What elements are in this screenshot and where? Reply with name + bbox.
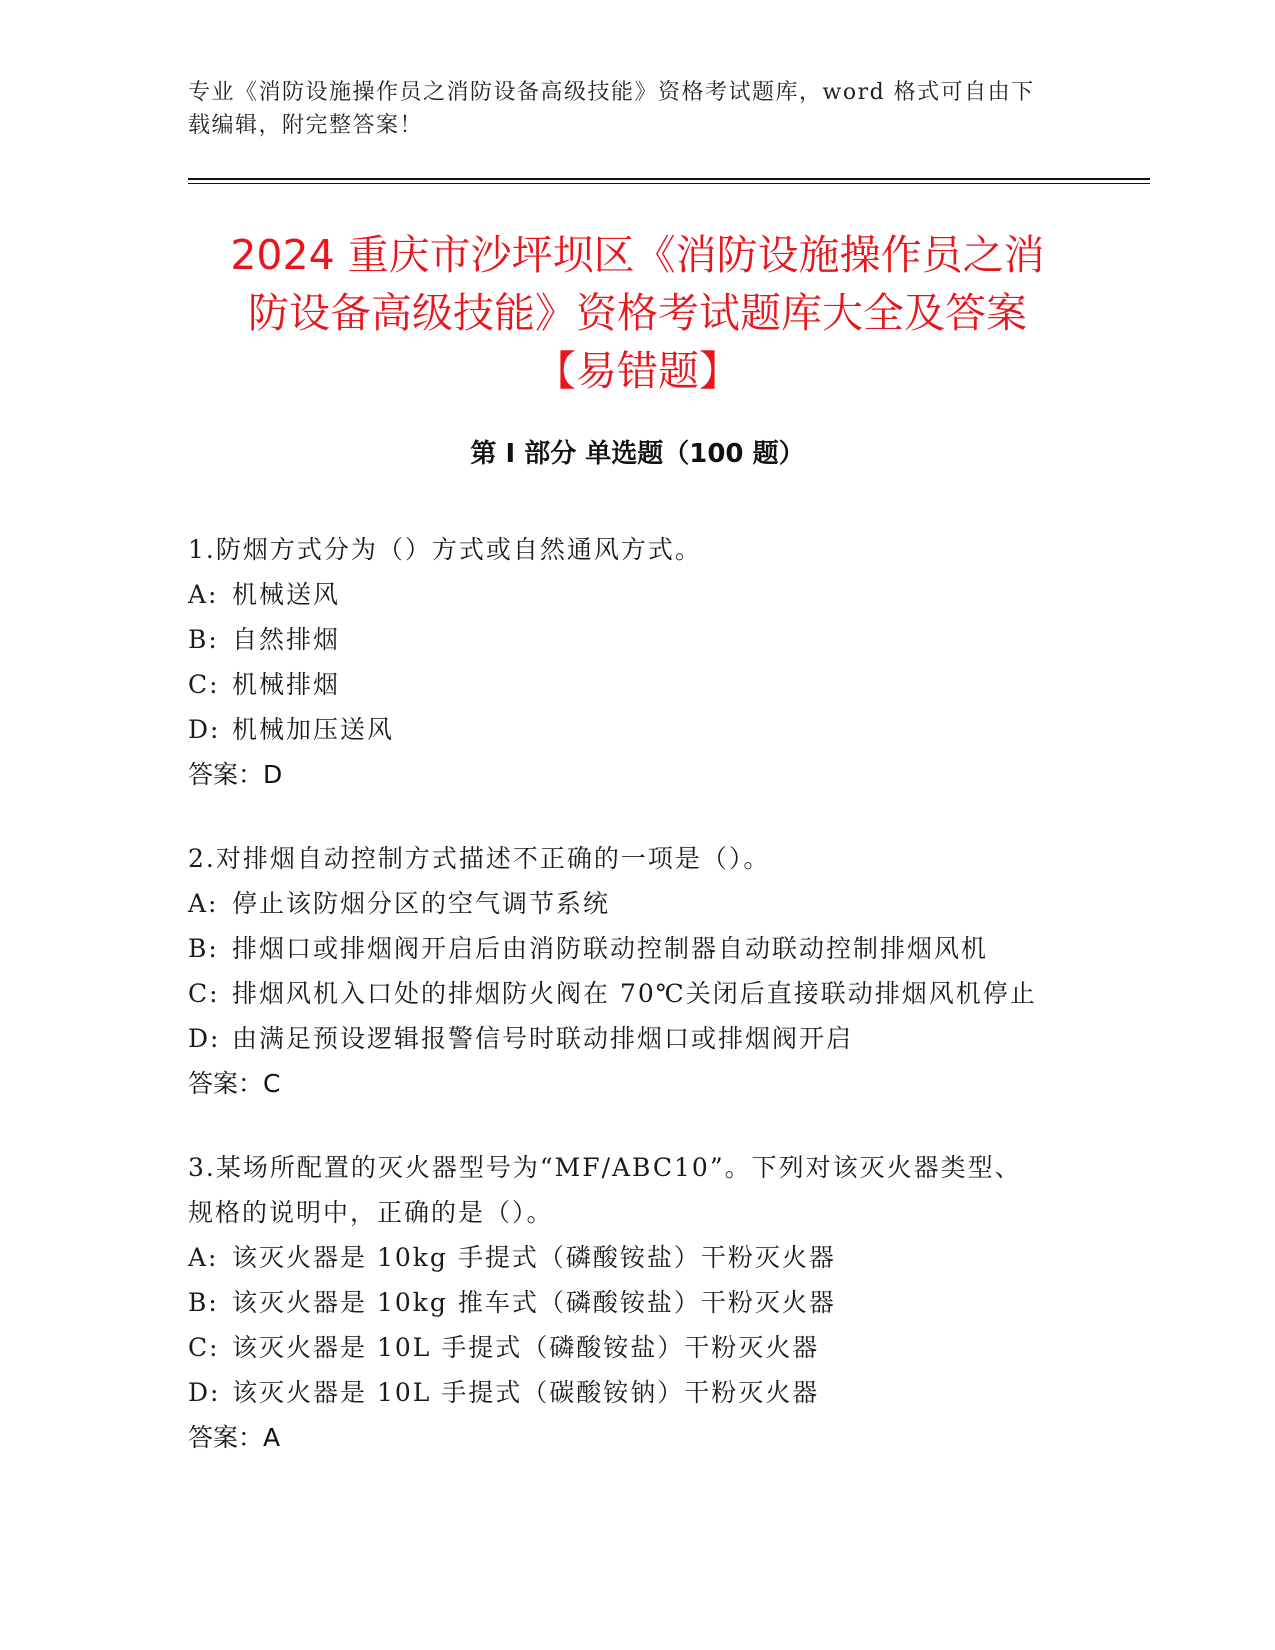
option-key: C: bbox=[188, 1333, 220, 1362]
option-key: D: bbox=[188, 715, 221, 744]
question-list bbox=[188, 527, 1088, 1499]
option-d bbox=[188, 1370, 1088, 1415]
option-key: D: bbox=[188, 1024, 221, 1053]
option-key: C: bbox=[188, 670, 220, 699]
header-rule-thick bbox=[188, 178, 1150, 180]
option-text: 该灭火器是 10L 手提式（磷酸铵盐）干粉灭火器 bbox=[232, 1333, 820, 1362]
header-note bbox=[188, 76, 1088, 142]
option-d bbox=[188, 1016, 1088, 1061]
option-key: B: bbox=[188, 934, 219, 963]
question-1 bbox=[188, 527, 1088, 797]
option-key: A: bbox=[188, 1243, 219, 1272]
header-note-line-1: 专业《消防设施操作员之消防设备高级技能》资格考试题库，word 格式可自由下 bbox=[188, 80, 1035, 105]
option-a bbox=[188, 1235, 1088, 1280]
option-text: 排烟风机入口处的排烟防火阀在 70℃关闭后直接联动排烟风机停止 bbox=[232, 979, 1037, 1008]
option-b bbox=[188, 617, 1088, 662]
document-title-line-1: 2024 重庆市沙坪坝区《消防设施操作员之消 bbox=[230, 231, 1045, 279]
header-rule-thin bbox=[188, 183, 1150, 184]
document-title-line-3: 【易错题】 bbox=[535, 347, 740, 395]
header-note-line-2: 载编辑，附完整答案！ bbox=[188, 113, 424, 138]
option-text: 该灭火器是 10kg 手提式（磷酸铵盐）干粉灭火器 bbox=[232, 1243, 836, 1272]
option-b bbox=[188, 1280, 1088, 1325]
option-text: 机械排烟 bbox=[232, 670, 341, 699]
option-key: D: bbox=[188, 1378, 221, 1407]
document-title bbox=[160, 226, 1115, 400]
question-2 bbox=[188, 836, 1088, 1106]
option-b bbox=[188, 926, 1088, 971]
option-text: 排烟口或排烟阀开启后由消防联动控制器自动联动控制排烟风机 bbox=[232, 934, 989, 963]
option-c bbox=[188, 971, 1088, 1016]
option-text: 机械送风 bbox=[232, 580, 341, 609]
question-3 bbox=[188, 1145, 1088, 1460]
option-text: 由满足预设逻辑报警信号时联动排烟口或排烟阀开启 bbox=[232, 1024, 854, 1053]
document-title-line-2: 防设备高级技能》资格考试题库大全及答案 bbox=[248, 289, 1027, 337]
option-a bbox=[188, 881, 1088, 926]
option-text: 机械加压送风 bbox=[232, 715, 395, 744]
option-key: C: bbox=[188, 979, 220, 1008]
question-stem-line-1: 3.某场所配置的灭火器型号为“MF/ABC10”。下列对该灭火器类型、 bbox=[188, 1153, 1022, 1182]
option-key: A: bbox=[188, 580, 219, 609]
option-text: 停止该防烟分区的空气调节系统 bbox=[232, 889, 611, 918]
option-text: 该灭火器是 10kg 推车式（磷酸铵盐）干粉灭火器 bbox=[232, 1288, 836, 1317]
answer: 答案：A bbox=[188, 1423, 281, 1452]
option-c bbox=[188, 662, 1088, 707]
question-stem: 1.防烟方式分为（）方式或自然通风方式。 bbox=[188, 535, 702, 564]
option-text: 该灭火器是 10L 手提式（碳酸铵钠）干粉灭火器 bbox=[232, 1378, 820, 1407]
option-a bbox=[188, 572, 1088, 617]
section-title: 第 I 部分 单选题（100 题） bbox=[470, 439, 805, 469]
question-stem-line-2: 规格的说明中，正确的是（）。 bbox=[188, 1198, 554, 1227]
answer: 答案：C bbox=[188, 1069, 281, 1098]
option-key: B: bbox=[188, 625, 219, 654]
option-text: 自然排烟 bbox=[232, 625, 341, 654]
option-key: B: bbox=[188, 1288, 219, 1317]
option-d bbox=[188, 707, 1088, 752]
answer: 答案：D bbox=[188, 760, 283, 789]
option-c bbox=[188, 1325, 1088, 1370]
question-stem: 2.对排烟自动控制方式描述不正确的一项是（）。 bbox=[188, 844, 771, 873]
option-key: A: bbox=[188, 889, 219, 918]
